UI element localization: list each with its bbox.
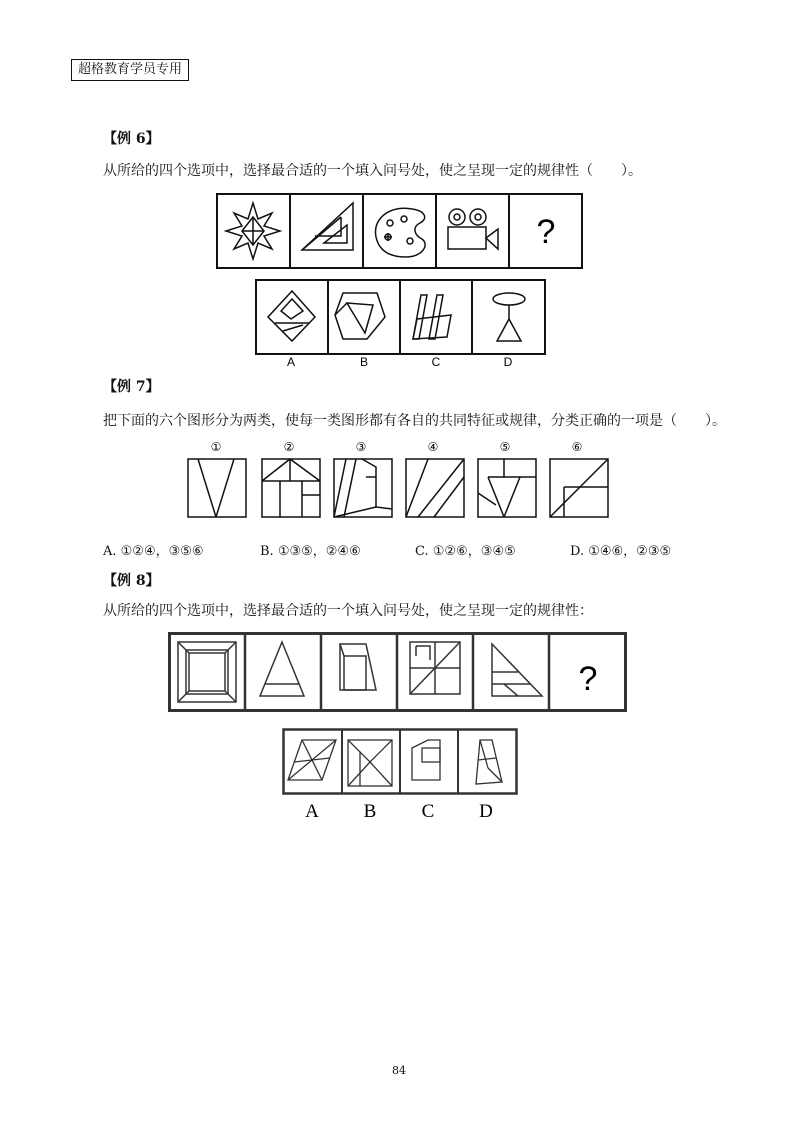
camera-figure [448, 209, 498, 249]
palette-figure [375, 208, 425, 257]
ex8-option-a-label: A [305, 801, 319, 822]
ex7-figure-6 [550, 459, 608, 517]
ex6-option-c-label: C [431, 355, 441, 369]
ex6-option-a-figure [268, 291, 315, 341]
ex8-option-c-label: C [421, 801, 435, 822]
ex6-question-row [216, 193, 584, 269]
ex6-option-b-label: B [359, 355, 369, 369]
ex8-option-b-figure [348, 740, 392, 786]
ex7-answer-a: A. ①②④，③⑤⑥ [103, 544, 204, 559]
ex6-option-a-label: A [286, 355, 296, 369]
ex7-question: 把下面的六个图形分为两类，使每一类图形都有各自的共同特征或规律，分类正确的一项是（ ）。 [103, 413, 726, 429]
ex7-figure-number-5: ⑤ [499, 440, 511, 454]
ex7-figure-1 [188, 459, 246, 517]
ex7-figure-3 [334, 459, 392, 517]
ex6-options-row [255, 279, 547, 369]
ex8-option-c-figure [412, 740, 440, 780]
ex7-figures-row [186, 437, 612, 521]
ex8-figure-4 [410, 642, 460, 694]
ex7-title: 【例 7】 [103, 379, 160, 395]
ex6-option-c-figure [413, 295, 451, 339]
header-stamp: 超格教育学员专用 [71, 59, 189, 81]
ex7-figure-4 [406, 459, 464, 517]
ex6-question: 从所给的四个选项中，选择最合适的一个填入问号处，使之呈现一定的规律性（ ）。 [103, 163, 642, 179]
ex8-option-b-label: B [363, 801, 377, 822]
ex8-options-row [282, 728, 518, 822]
ex8-option-d-figure [476, 740, 502, 784]
ex7-figure-number-6: ⑥ [571, 440, 583, 454]
ex7-figure-number-1: ① [210, 440, 222, 454]
ex7-answer-d: D. ①④⑥，②③⑤ [570, 544, 672, 559]
ex8-option-d-label: D [479, 801, 493, 822]
star-figure [226, 203, 280, 259]
ex8-question-mark: ? [578, 660, 598, 698]
ex8-figure-3 [340, 644, 376, 690]
ex8-figure-2 [260, 642, 304, 696]
ex8-figure-5 [492, 644, 542, 696]
ex8-title: 【例 8】 [103, 573, 160, 589]
ex6-option-b-figure [335, 293, 385, 339]
set-square-figure [302, 203, 353, 250]
ex6-option-d-label: D [503, 355, 513, 369]
ex7-figure-number-4: ④ [427, 440, 439, 454]
ex7-answer-c: C. ①②⑥，③④⑤ [415, 544, 516, 559]
ex7-figure-5 [478, 459, 536, 517]
ex6-title: 【例 6】 [103, 131, 160, 147]
ex7-figure-2 [262, 459, 320, 517]
ex7-answer-b: B. ①③⑤，②④⑥ [260, 544, 361, 559]
ex6-option-d-figure [493, 293, 525, 341]
ex8-figure-1 [178, 642, 236, 702]
ex7-figure-number-3: ③ [355, 440, 367, 454]
ex8-question: 从所给的四个选项中，选择最合适的一个填入问号处，使之呈现一定的规律性： [103, 603, 593, 619]
ex8-question-row [168, 632, 628, 712]
ex7-figure-number-2: ② [283, 440, 295, 454]
ex8-option-a-figure [288, 740, 336, 780]
ex6-question-mark: ? [536, 213, 556, 251]
page-number: 84 [392, 1064, 406, 1077]
